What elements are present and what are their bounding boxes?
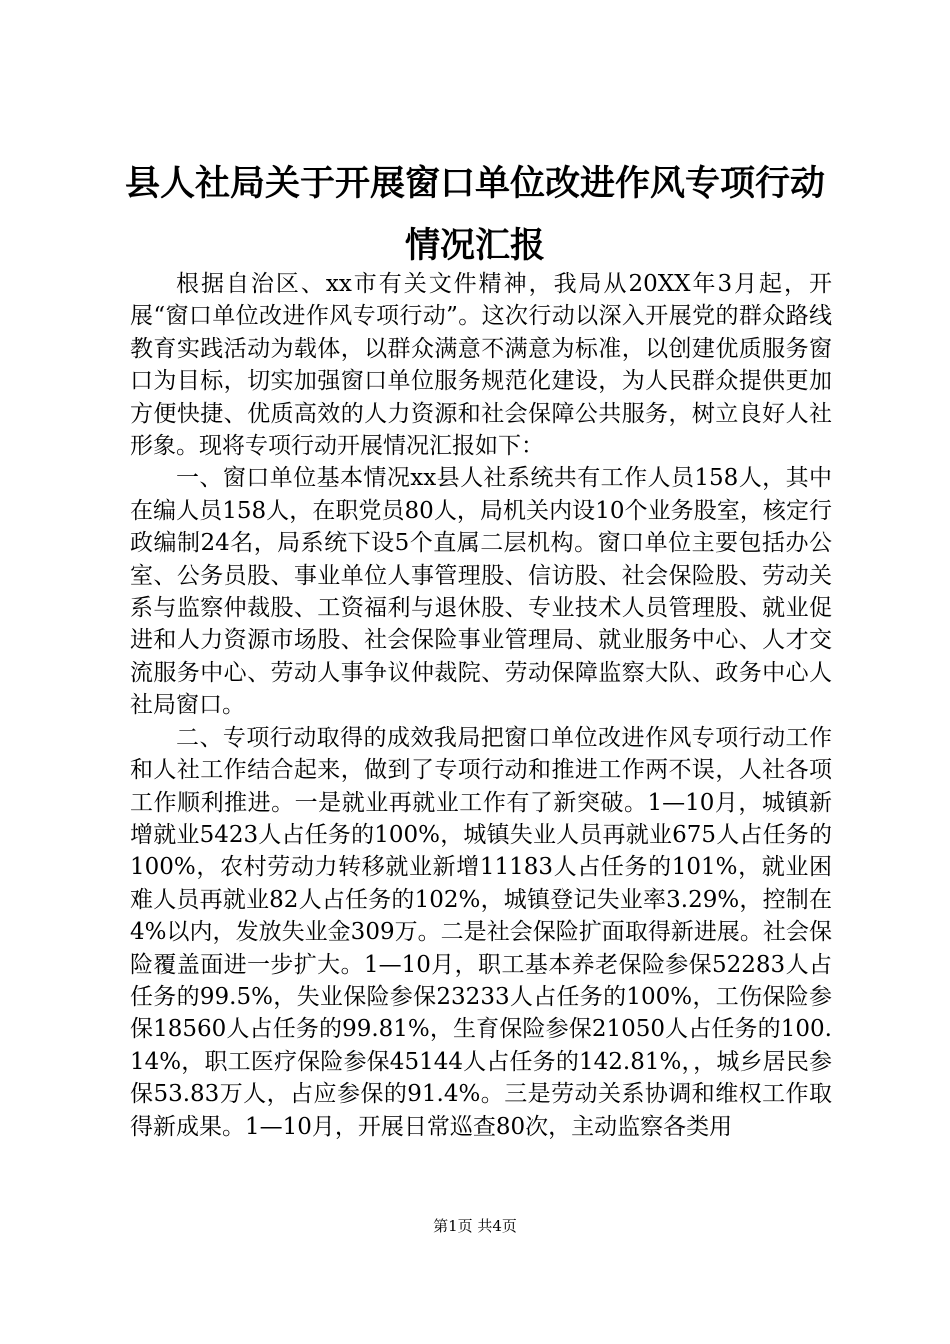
document-title-line-1: 县人社局关于开展窗口单位改进作风专项行动 [124, 163, 825, 204]
document-title-line-2: 情况汇报 [404, 225, 545, 266]
paragraph-intro: 根据自治区、xx市有关文件精神，我局从20XX年3月起，开展“窗口单位改进作风专项行动”。这次行动以深入开展党的群众路线教育实践活动为载体，以群众满意不满意为标准，以创建优质服务窗口为目标，切实加强窗口单位服务规范化建设，为人民群众提供更加方便快捷、优质高效的人力资源和社会保障公共服务，树立良好人社形象。现将专项行动开展情况汇报如下： [130, 271, 832, 460]
paragraph-basic-situation: 一、窗口单位基本情况xx县人社系统共有工作人员158人，其中在编人员158人，在职党员80人，局机关内设10个业务股室，核定行政编制24名，局系统下设5个直属二层机构。窗口单位主要包括办公室、公务员股、事业单位人事管理股、信访股、社会保险股、劳动关系与监察仲裁股、工资福利与退休股、专业技术人员管理股、就业促进和人力资源市场股、社会保险事业管理局、就业服务中心、人才交流服务中心、劳动人事争议仲裁院、劳动保障监察大队、政务中心人社局窗口。 [130, 465, 832, 719]
page-indicator: 第1页 共4页 [433, 1217, 517, 1235]
document-body [130, 268, 832, 1143]
paragraph-results: 二、专项行动取得的成效我局把窗口单位改进作风专项行动工作和人社工作结合起来，做到了专项行动和推进工作两不误，人社各项工作顺利推进。一是就业再就业工作有了新突破。1—10月，城镇新增就业5423人占任务的100%，城镇失业人员再就业675人占任务的100%，农村劳动力转移就业新增11183人占任务的101%，就业困难人员再就业82人占任务的102%，城镇登记失业率3.29%，控制在4%以内，发放失业金309万。二是社会保险扩面取得新进展。社会保险覆盖面进一步扩大。1—10月，职工基本养老保险参保52283人占任务的99.5%，失业保险参保23233人占任务的100%，工伤保险参保18560人占任务的99.81%，生育保险参保21050人占任务的100.14%，职工医疗保险参保45144人占任务的142.81%，，城乡居民参保53.83万人，占应参保的91.4%。三是劳动关系协调和维权工作取得新成果。1—10月，开展日常巡查80次，主动监察各类用 [130, 724, 832, 1140]
